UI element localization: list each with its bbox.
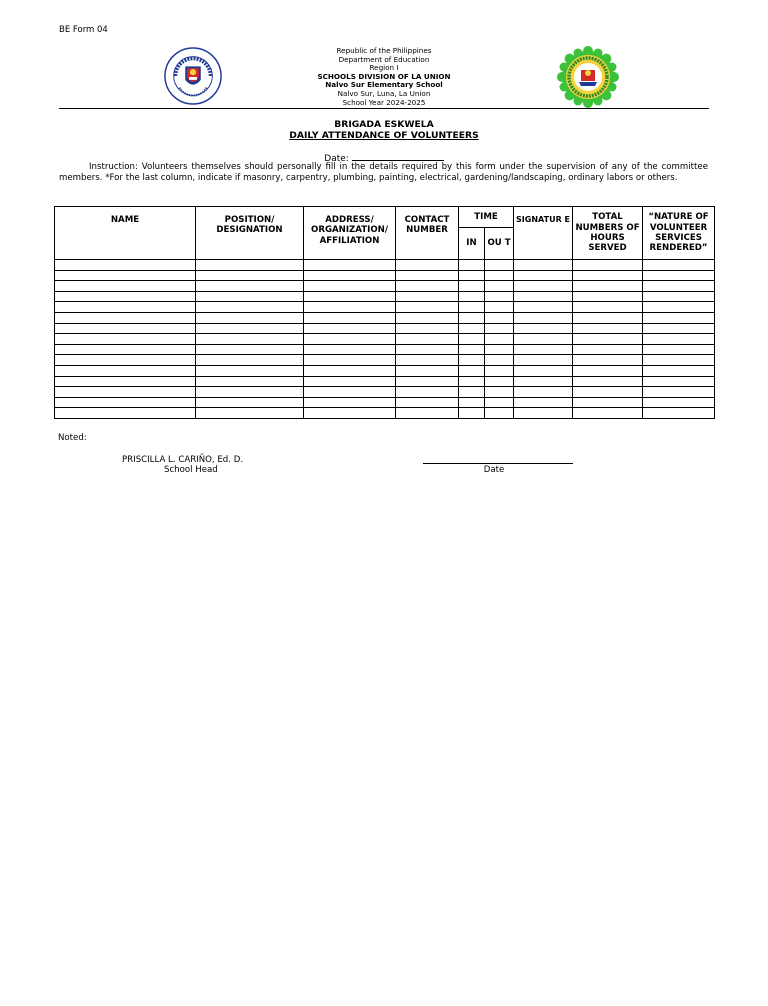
cell-signature[interactable] <box>514 281 573 292</box>
cell-contact[interactable] <box>396 291 459 302</box>
cell-position[interactable] <box>196 302 304 313</box>
cell-signature[interactable] <box>514 355 573 366</box>
cell-total-hours[interactable] <box>573 260 643 271</box>
date-signature-line[interactable] <box>423 463 573 464</box>
cell-total-hours[interactable] <box>573 281 643 292</box>
instruction-text: Instruction: Volunteers themselves should personally fill in the details required by this form under the supervision of any of the committee members. *For the last column, indicate if masonry, carpentry, plumbing, painting, electrical, gardening/landscaping, ordinary labors or others. <box>59 162 708 183</box>
cell-name[interactable] <box>55 312 196 323</box>
cell-name[interactable] <box>55 302 196 313</box>
cell-position[interactable] <box>196 344 304 355</box>
date-signature-label: Date <box>483 465 505 475</box>
cell-address[interactable] <box>304 397 396 408</box>
header-school-year: School Year 2024-2025 <box>342 97 426 107</box>
cell-address[interactable] <box>304 281 396 292</box>
cell-time-in[interactable] <box>459 387 485 398</box>
cell-signature[interactable] <box>514 365 573 376</box>
cell-contact[interactable] <box>396 408 459 419</box>
cell-time-out[interactable] <box>485 312 514 323</box>
cell-address[interactable] <box>304 376 396 387</box>
signatory-name: PRISCILLA L. CARIÑO, Ed. D. <box>122 455 244 465</box>
table-row <box>55 376 715 387</box>
table-row <box>55 344 715 355</box>
cell-time-out[interactable] <box>485 365 514 376</box>
cell-name[interactable] <box>55 281 196 292</box>
cell-name[interactable] <box>55 334 196 345</box>
cell-total-hours[interactable] <box>573 408 643 419</box>
header-contact: CONTACT NUMBER <box>396 207 459 260</box>
cell-address[interactable] <box>304 355 396 366</box>
header-divider <box>59 108 709 109</box>
cell-time-out[interactable] <box>485 270 514 281</box>
cell-nature[interactable] <box>643 344 715 355</box>
header-time: TIME <box>459 207 514 228</box>
cell-nature[interactable] <box>643 334 715 345</box>
cell-address[interactable] <box>304 334 396 345</box>
cell-nature[interactable] <box>643 270 715 281</box>
table-row <box>55 355 715 366</box>
cell-name[interactable] <box>55 260 196 271</box>
table-row <box>55 302 715 313</box>
table-row <box>55 365 715 376</box>
cell-position[interactable] <box>196 355 304 366</box>
header-division: SCHOOLS DIVISION OF LA UNION <box>317 71 451 81</box>
cell-contact[interactable] <box>396 355 459 366</box>
cell-address[interactable] <box>304 408 396 419</box>
cell-nature[interactable] <box>643 281 715 292</box>
cell-signature[interactable] <box>514 387 573 398</box>
cell-signature[interactable] <box>514 334 573 345</box>
cell-signature[interactable] <box>514 270 573 281</box>
cell-signature[interactable] <box>514 302 573 313</box>
header-address: ADDRESS/ ORGANIZATION/ AFFILIATION <box>304 207 396 260</box>
cell-time-in[interactable] <box>459 312 485 323</box>
cell-contact[interactable] <box>396 323 459 334</box>
cell-total-hours[interactable] <box>573 334 643 345</box>
cell-contact[interactable] <box>396 334 459 345</box>
cell-time-in[interactable] <box>459 376 485 387</box>
header-school-name: Nalvo Sur Elementary School <box>325 80 443 90</box>
cell-signature[interactable] <box>514 291 573 302</box>
signatory-title: School Head <box>164 465 218 475</box>
cell-contact[interactable] <box>396 387 459 398</box>
cell-contact[interactable] <box>396 281 459 292</box>
cell-address[interactable] <box>304 270 396 281</box>
date-label: Date: <box>324 154 349 164</box>
cell-position[interactable] <box>196 323 304 334</box>
cell-total-hours[interactable] <box>573 397 643 408</box>
cell-total-hours[interactable] <box>573 344 643 355</box>
cell-nature[interactable] <box>643 323 715 334</box>
cell-name[interactable] <box>55 376 196 387</box>
cell-nature[interactable] <box>643 408 715 419</box>
cell-address[interactable] <box>304 344 396 355</box>
cell-contact[interactable] <box>396 312 459 323</box>
cell-nature[interactable] <box>643 291 715 302</box>
cell-time-out[interactable] <box>485 344 514 355</box>
school-header <box>234 47 534 107</box>
table-row <box>55 334 715 345</box>
school-seal-icon <box>557 46 619 108</box>
deped-seal-icon <box>164 47 222 105</box>
header-time-out: OU T <box>485 228 514 260</box>
form-title-line2: DAILY ATTENDANCE OF VOLUNTEERS <box>289 129 479 141</box>
cell-address[interactable] <box>304 260 396 271</box>
cell-total-hours[interactable] <box>573 355 643 366</box>
cell-signature[interactable] <box>514 376 573 387</box>
cell-total-hours[interactable] <box>573 376 643 387</box>
cell-contact[interactable] <box>396 376 459 387</box>
table-row <box>55 260 715 271</box>
cell-time-out[interactable] <box>485 291 514 302</box>
cell-contact[interactable] <box>396 270 459 281</box>
cell-contact[interactable] <box>396 302 459 313</box>
cell-address[interactable] <box>304 323 396 334</box>
cell-address[interactable] <box>304 302 396 313</box>
cell-signature[interactable] <box>514 312 573 323</box>
table-row <box>55 281 715 292</box>
cell-time-out[interactable] <box>485 355 514 366</box>
cell-position[interactable] <box>196 260 304 271</box>
cell-name[interactable] <box>55 387 196 398</box>
cell-name[interactable] <box>55 408 196 419</box>
cell-address[interactable] <box>304 312 396 323</box>
table-row <box>55 387 715 398</box>
cell-nature[interactable] <box>643 355 715 366</box>
cell-name[interactable] <box>55 344 196 355</box>
cell-time-in[interactable] <box>459 408 485 419</box>
cell-time-out[interactable] <box>485 323 514 334</box>
table-row <box>55 312 715 323</box>
cell-address[interactable] <box>304 291 396 302</box>
cell-time-in[interactable] <box>459 270 485 281</box>
header-country: Republic of the Philippines <box>336 46 432 55</box>
cell-total-hours[interactable] <box>573 302 643 313</box>
table-row <box>55 397 715 408</box>
cell-time-in[interactable] <box>459 260 485 271</box>
cell-time-out[interactable] <box>485 387 514 398</box>
cell-position[interactable] <box>196 281 304 292</box>
cell-name[interactable] <box>55 365 196 376</box>
table-row <box>55 408 715 419</box>
cell-time-out[interactable] <box>485 281 514 292</box>
cell-signature[interactable] <box>514 260 573 271</box>
cell-nature[interactable] <box>643 387 715 398</box>
cell-position[interactable] <box>196 270 304 281</box>
cell-contact[interactable] <box>396 397 459 408</box>
header-signature: SIGNATUR E <box>514 207 573 260</box>
cell-total-hours[interactable] <box>573 365 643 376</box>
cell-signature[interactable] <box>514 397 573 408</box>
cell-position[interactable] <box>196 334 304 345</box>
header-department: Department of Education <box>338 54 430 64</box>
cell-signature[interactable] <box>514 408 573 419</box>
table-row <box>55 323 715 334</box>
cell-position[interactable] <box>196 376 304 387</box>
cell-position[interactable] <box>196 312 304 323</box>
table-row <box>55 291 715 302</box>
cell-nature[interactable] <box>643 312 715 323</box>
cell-time-in[interactable] <box>459 281 485 292</box>
cell-name[interactable] <box>55 355 196 366</box>
cell-contact[interactable] <box>396 365 459 376</box>
attendance-table <box>54 206 715 419</box>
cell-time-in[interactable] <box>459 365 485 376</box>
cell-position[interactable] <box>196 387 304 398</box>
cell-time-in[interactable] <box>459 291 485 302</box>
cell-nature[interactable] <box>643 397 715 408</box>
table-row <box>55 270 715 281</box>
cell-total-hours[interactable] <box>573 387 643 398</box>
form-code: BE Form 04 <box>59 25 108 35</box>
header-nature: “NATURE OF VOLUNTEER SERVICES RENDERED” <box>643 207 715 260</box>
cell-time-out[interactable] <box>485 376 514 387</box>
cell-time-out[interactable] <box>485 397 514 408</box>
cell-total-hours[interactable] <box>573 323 643 334</box>
cell-name[interactable] <box>55 323 196 334</box>
cell-nature[interactable] <box>643 302 715 313</box>
header-address: Nalvo Sur, Luna, La Union <box>337 88 431 98</box>
cell-time-in[interactable] <box>459 334 485 345</box>
header-name: NAME <box>55 207 196 260</box>
cell-time-in[interactable] <box>459 355 485 366</box>
cell-time-in[interactable] <box>459 397 485 408</box>
cell-nature[interactable] <box>643 260 715 271</box>
cell-total-hours[interactable] <box>573 270 643 281</box>
form-title-line1: BRIGADA ESKWELA <box>334 119 434 130</box>
cell-time-in[interactable] <box>459 302 485 313</box>
cell-address[interactable] <box>304 365 396 376</box>
cell-nature[interactable] <box>643 376 715 387</box>
cell-signature[interactable] <box>514 323 573 334</box>
date-blank-field[interactable] <box>352 151 444 161</box>
cell-total-hours[interactable] <box>573 312 643 323</box>
cell-position[interactable] <box>196 291 304 302</box>
header-time-in: IN <box>459 228 485 260</box>
header-total-hours: TOTAL NUMBERS OF HOURS SERVED <box>573 207 643 260</box>
cell-time-in[interactable] <box>459 323 485 334</box>
cell-time-out[interactable] <box>485 334 514 345</box>
cell-time-out[interactable] <box>485 302 514 313</box>
cell-position[interactable] <box>196 397 304 408</box>
cell-time-out[interactable] <box>485 260 514 271</box>
cell-name[interactable] <box>55 291 196 302</box>
attendance-rows <box>55 260 715 419</box>
cell-position[interactable] <box>196 365 304 376</box>
cell-name[interactable] <box>55 270 196 281</box>
cell-address[interactable] <box>304 387 396 398</box>
cell-total-hours[interactable] <box>573 291 643 302</box>
cell-contact[interactable] <box>396 260 459 271</box>
cell-name[interactable] <box>55 397 196 408</box>
cell-signature[interactable] <box>514 344 573 355</box>
header-position: POSITION/ DESIGNATION <box>196 207 304 260</box>
header-region: Region I <box>369 63 399 73</box>
cell-nature[interactable] <box>643 365 715 376</box>
cell-contact[interactable] <box>396 344 459 355</box>
cell-time-out[interactable] <box>485 408 514 419</box>
form-title <box>234 120 534 141</box>
cell-time-in[interactable] <box>459 344 485 355</box>
noted-label: Noted: <box>58 433 87 443</box>
cell-position[interactable] <box>196 408 304 419</box>
